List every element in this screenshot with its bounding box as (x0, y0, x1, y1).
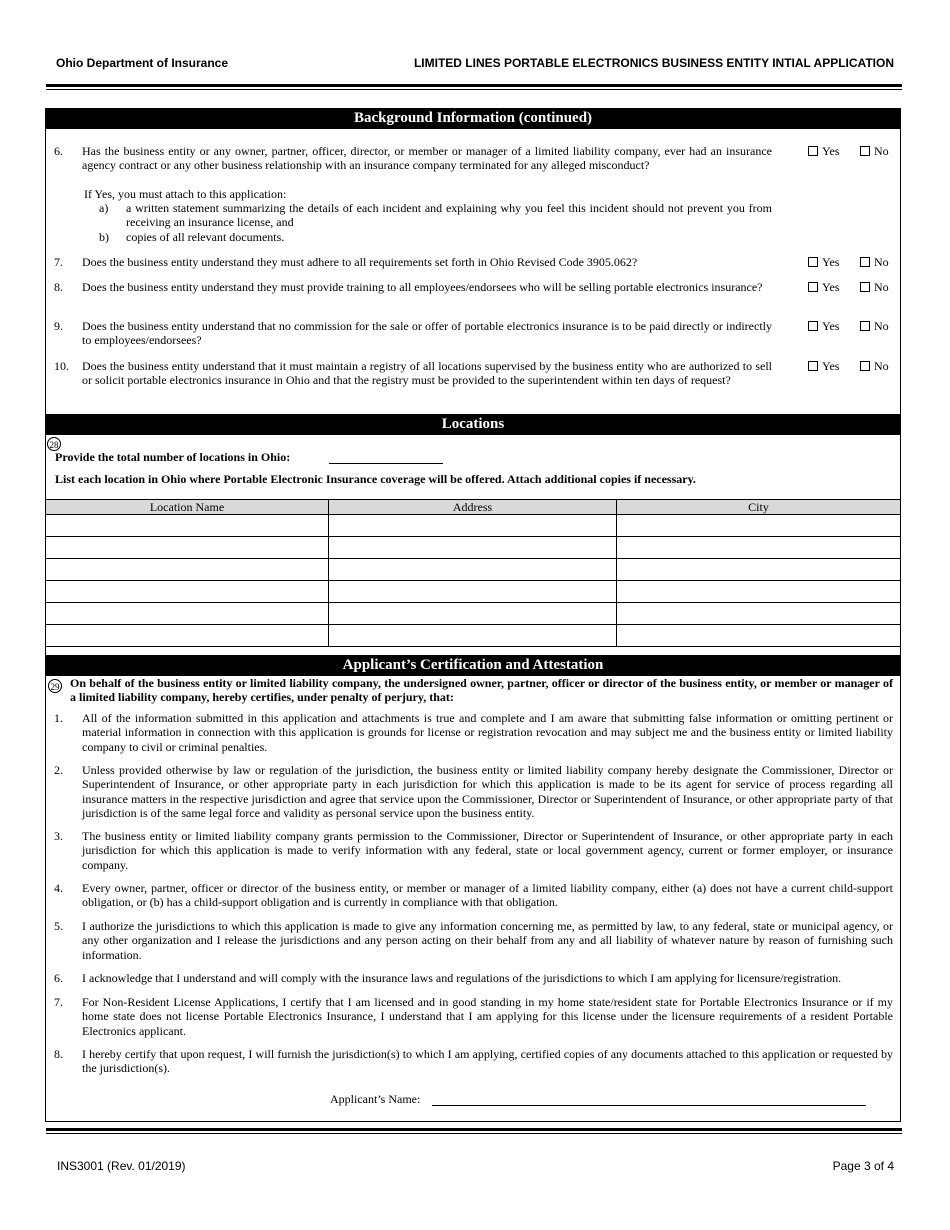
yes-label: Yes (822, 280, 840, 294)
no-label: No (874, 255, 889, 269)
address-cell[interactable] (329, 559, 617, 581)
header-rule (46, 84, 902, 87)
q6-a-text: a written statement summarizing the details of each incident and explaining why you feel this incident should not prevent you from receiving an insurance license, and (126, 201, 772, 230)
header-rule-thin (46, 89, 902, 90)
cert-6-number: 6. (54, 971, 63, 985)
no-label: No (874, 319, 889, 333)
cert-5-number: 5. (54, 919, 63, 933)
location-name-cell[interactable] (46, 603, 329, 625)
question-6-number: 6. (54, 144, 63, 158)
location-name-cell[interactable] (46, 515, 329, 537)
q7-yes-checkbox[interactable] (808, 257, 818, 267)
q6-yes[interactable] (808, 144, 839, 158)
cert-1-number: 1. (54, 711, 63, 725)
locations-header-row (46, 500, 901, 515)
no-label: No (874, 359, 889, 373)
question-9-text: Does the business entity understand that no commission for the sale or offer of portable electronics insurance is to be paid directly or indirectly to employees/endorsees? (82, 319, 772, 348)
q9-no-checkbox[interactable] (860, 321, 870, 331)
table-row (46, 559, 901, 581)
q7-no[interactable] (860, 255, 889, 269)
cert-3-number: 3. (54, 829, 63, 843)
cert-4-number: 4. (54, 881, 63, 895)
q10-yes[interactable] (808, 359, 839, 373)
location-name-cell[interactable] (46, 581, 329, 603)
cert-7-text: For Non-Resident License Applications, I certify that I am licensed and in good standing in my home state/resident state for Portable Electronics Insurance or if my home state does not license Portable Electronics Insurance, I understand that I am applying for this license under the licensure requirements of a resident Portable Electronics applicant. (82, 995, 893, 1038)
form-title: LIMITED LINES PORTABLE ELECTRONICS BUSINESS ENTITY INTIAL APPLICATION (413, 56, 894, 70)
question-7-number: 7. (54, 255, 63, 269)
yes-label: Yes (822, 144, 840, 158)
q7-yes[interactable] (808, 255, 839, 269)
section-header-background: Background Information (continued) (45, 108, 901, 129)
page-number: Page 3 of 4 (832, 1159, 894, 1173)
question-7-text: Does the business entity understand they must adhere to all requirements set forth in Ohio Revised Code 3905.062? (82, 255, 638, 269)
total-locations-label: Provide the total number of locations in Ohio: (55, 450, 291, 464)
q6-a-label: a) (99, 201, 109, 215)
question-9-number: 9. (54, 319, 63, 333)
cert-2-number: 2. (54, 763, 63, 777)
q6-yes-checkbox[interactable] (808, 146, 818, 156)
section-header-locations: Locations (45, 414, 901, 435)
cert-1-text: All of the information submitted in this application and attachments is true and complete and I am aware that submitting false information or omitting pertinent or material information in connection with this application is grounds for license or registration revocation and may subject me and the business entity or limited liability company to civil or criminal penalties. (82, 711, 893, 754)
total-locations-input[interactable] (329, 449, 443, 464)
q10-no-checkbox[interactable] (860, 361, 870, 371)
city-cell[interactable] (617, 537, 901, 559)
location-name-cell[interactable] (46, 625, 329, 647)
applicant-name-label: Applicant’s Name: (330, 1092, 421, 1106)
applicant-name-input[interactable] (432, 1090, 866, 1106)
table-row (46, 603, 901, 625)
q8-no[interactable] (860, 280, 889, 294)
column-address: Address (329, 500, 617, 515)
cert-5-text: I authorize the jurisdictions to which this application is made to give any information concerning me, as permitted by law, to any federal, state or municipal agency, or any other organization and I release the jurisdictions and any person acting on their behalf from any and all liability of whatever nature by reason of furnishing such information. (82, 919, 893, 962)
cert-6-text: I acknowledge that I understand and will comply with the insurance laws and regulations of the jurisdictions to which I am applying for licensure/registration. (82, 971, 842, 985)
city-cell[interactable] (617, 603, 901, 625)
q6-no[interactable] (860, 144, 889, 158)
q6-no-checkbox[interactable] (860, 146, 870, 156)
city-cell[interactable] (617, 559, 901, 581)
certification-intro: On behalf of the business entity or limited liability company, the undersigned owner, partner, officer or director of the business entity, or member or manager of a limited liability company, hereby certifies, under penalty of perjury, that: (70, 676, 893, 705)
city-cell[interactable] (617, 515, 901, 537)
address-cell[interactable] (329, 581, 617, 603)
table-row (46, 537, 901, 559)
yes-label: Yes (822, 319, 840, 333)
cert-3-text: The business entity or limited liability company grants permission to the Commissioner, Director or Superintendent of Insurance, or other appropriate party in each jurisdiction for which this application is made to verify information with any federal, state or local government agency, current or former employer, or insurance company. (82, 829, 893, 872)
location-name-cell[interactable] (46, 559, 329, 581)
item-28-marker: 28 (47, 437, 61, 451)
item-29-marker: 29 (48, 679, 62, 693)
q8-yes-checkbox[interactable] (808, 282, 818, 292)
cert-2-text: Unless provided otherwise by law or regulation of the jurisdiction, the business entity or limited liability company hereby designate the Commissioner, Director or Superintendent of Insurance, or other appropriate party in each jurisdiction for which this application is made to be its agent for service of process regarding all insurance matters in the respective jurisdiction and agree that service upon the Commissioner, Director or Superintendent of Insurance, or other appropriate party of that jurisdiction is of the same legal force and validity as personal service upon the business entity. (82, 763, 893, 821)
q6-if-yes: If Yes, you must attach to this application: (84, 187, 287, 201)
question-8-text: Does the business entity understand they must provide training to all employees/endorsees who will be selling portable electronics insurance? (82, 280, 763, 294)
column-city: City (617, 500, 901, 515)
address-cell[interactable] (329, 603, 617, 625)
footer-rule (46, 1128, 902, 1131)
cert-8-text: I hereby certify that upon request, I will furnish the jurisdiction(s) to which I am applying, certified copies of any documents attached to this application or requested by the jurisdiction(s). (82, 1047, 893, 1076)
q6-b-text: copies of all relevant documents. (126, 230, 285, 244)
yes-label: Yes (822, 255, 840, 269)
q10-no[interactable] (860, 359, 889, 373)
question-8-number: 8. (54, 280, 63, 294)
locations-table (45, 499, 901, 647)
cert-8-number: 8. (54, 1047, 63, 1061)
locations-instruction: List each location in Ohio where Portable Electronic Insurance coverage will be offered. Attach additional copies if necessary. (55, 472, 696, 486)
agency-name: Ohio Department of Insurance (56, 56, 229, 70)
column-location-name: Location Name (46, 500, 329, 515)
address-cell[interactable] (329, 515, 617, 537)
question-10-text: Does the business entity understand that it must maintain a registry of all locations supervised by the business entity who are authorized to sell or solicit portable electronics insurance in Ohio and that the registry must be provided to the superintendent within ten days of request? (82, 359, 772, 388)
location-name-cell[interactable] (46, 537, 329, 559)
question-6-text: Has the business entity or any owner, partner, officer, director, or member or manager of a limited liability company, ever had an insurance agency contract or any other business relationship with an insurance company terminated for any alleged misconduct? (82, 144, 772, 173)
city-cell[interactable] (617, 625, 901, 647)
address-cell[interactable] (329, 537, 617, 559)
q7-no-checkbox[interactable] (860, 257, 870, 267)
no-label: No (874, 280, 889, 294)
section-header-certification: Applicant’s Certification and Attestation (45, 655, 901, 676)
form-number: INS3001 (Rev. 01/2019) (57, 1159, 186, 1173)
q10-yes-checkbox[interactable] (808, 361, 818, 371)
no-label: No (874, 144, 889, 158)
table-row (46, 581, 901, 603)
q9-yes-checkbox[interactable] (808, 321, 818, 331)
table-row (46, 625, 901, 647)
city-cell[interactable] (617, 581, 901, 603)
q8-no-checkbox[interactable] (860, 282, 870, 292)
q6-b-label: b) (99, 230, 109, 244)
cert-4-text: Every owner, partner, officer or director of the business entity, or member or manager of a limited liability company, either (a) does not have a current child-support obligation, or (b) has a child-support obligation and is currently in compliance with that obligation. (82, 881, 893, 910)
table-row (46, 515, 901, 537)
question-10-number: 10. (54, 359, 69, 373)
yes-label: Yes (822, 359, 840, 373)
q9-no[interactable] (860, 319, 889, 333)
q8-yes[interactable] (808, 280, 839, 294)
address-cell[interactable] (329, 625, 617, 647)
cert-7-number: 7. (54, 995, 63, 1009)
q9-yes[interactable] (808, 319, 839, 333)
footer-rule-thin (46, 1133, 902, 1134)
